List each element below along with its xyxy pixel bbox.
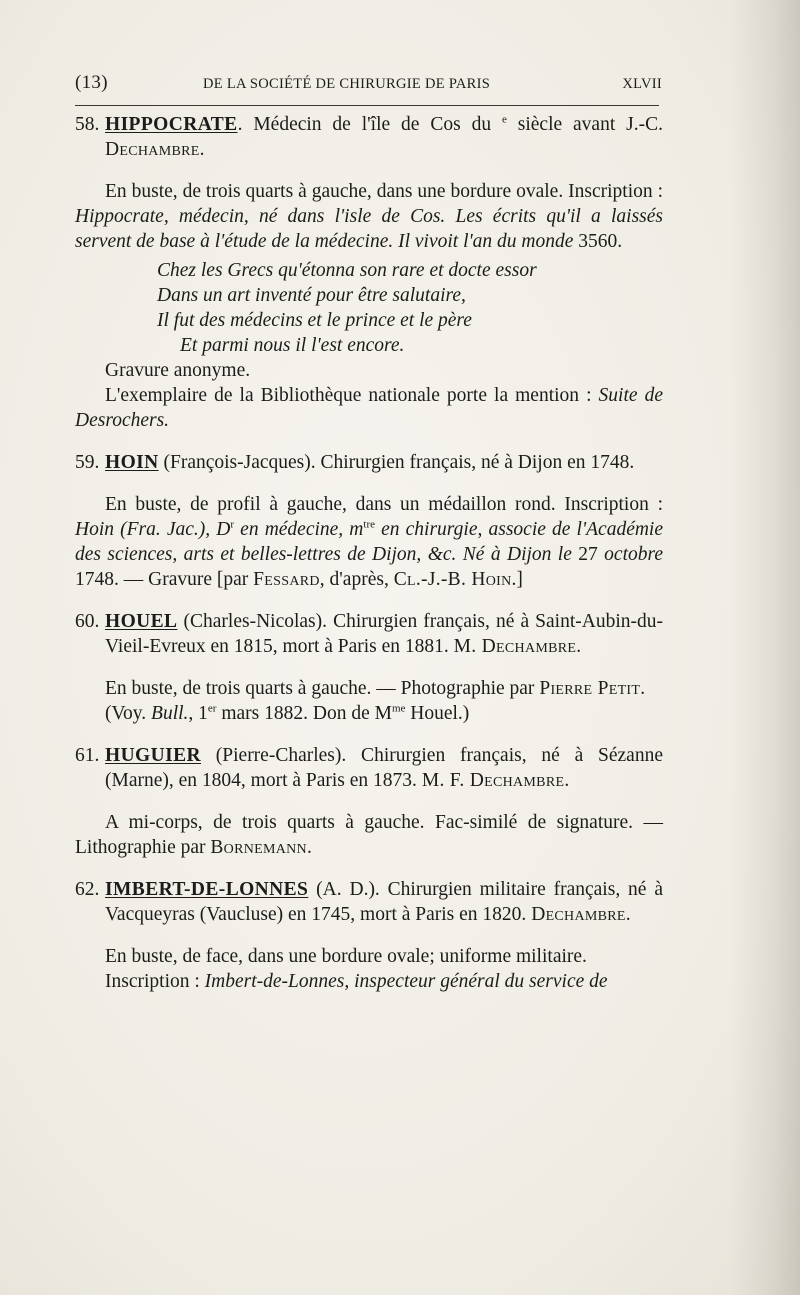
entry-58-heading: 58. HIPPOCRATE. Médecin de l'île de Cos du $^e$ siècle avant J.-C. Dechambre.: [75, 113, 663, 160]
entry-61-name: HUGUIER: [105, 745, 201, 766]
entry-59-name: HOIN: [105, 452, 159, 473]
running-header: [75, 70, 662, 100]
verse-line: Et parmi nous il l'est encore.: [180, 335, 405, 356]
page-edge-shadow: [730, 0, 800, 1295]
entry-58-description: En buste, de trois quarts à gauche, dans une bordure ovale. Inscription : Hippocrate, médecin, né dans l'isle de Cos. Les écrits qu'il a laissés servent de base à l'étude de la médecine. Il vivoit l'an du monde 3560.: [75, 181, 663, 252]
entry-60-note: (Voy. Bull., 1er mars 1882. Don de $M^{me}$ Houel.): [105, 702, 470, 724]
donor-name: Dechambre: [105, 139, 200, 160]
verse-line: Dans un art inventé pour être salutaire,: [157, 285, 466, 306]
entry-61-description: A mi-corps, de trois quarts à gauche. Fac-similé de signature. — Lithographie par Bornemann.: [75, 812, 663, 858]
donor-name: M. F. Dechambre: [421, 770, 565, 791]
page-number: (13): [75, 72, 108, 93]
donor-name: M. Dechambre: [453, 636, 577, 657]
entry-61-heading: 61. HUGUIER (Pierre-Charles). Chirurgien français, né à Sézanne (Marne), en 1804, mort à Paris en 1873. M. F. Dechambre.: [75, 745, 663, 791]
entry-59-description: En buste, de profil à gauche, dans un médaillon rond. Inscription : Hoin (Fra. Jac.), $D^r$ en médecine, $m^{tre}$ en chirurgie, associe de l'Académie des sciences, arts et belles-lettres de Dijon, &c. Né à Dijon le 27 octobre 1748. — Gravure [par Fessard, d'après, Cl.-J.-B. Hoin.]: [75, 494, 664, 590]
entry-58-name: HIPPOCRATE: [105, 114, 238, 135]
entry-58-note: Gravure anonyme.: [105, 360, 251, 381]
roman-page-number: XLVII: [622, 76, 662, 92]
entry-58-verse: [75, 258, 663, 358]
catalogue-content: [75, 112, 663, 994]
verse-line: Chez les Grecs qu'étonna son rare et docte essor: [157, 260, 537, 281]
entry-62-name: IMBERT-DE-LONNES: [105, 879, 309, 900]
entry-62-description: En buste, de face, dans une bordure ovale; uniforme militaire.: [105, 946, 587, 967]
running-title: DE LA SOCIÉTÉ DE CHIRURGIE DE PARIS: [203, 76, 491, 92]
header-rule: [75, 105, 659, 106]
entry-60-description: En buste, de trois quarts à gauche. — Photographie par Pierre Petit.: [105, 678, 646, 699]
entry-60-name: HOUEL: [105, 611, 178, 632]
entry-58-note: L'exemplaire de la Bibliothèque nationale porte la mention : Suite de Desrochers.: [75, 385, 663, 431]
verse-line: Il fut des médecins et le prince et le père: [157, 310, 472, 331]
entry-62-heading: 62. IMBERT-DE-LONNES (A. D.). Chirurgien militaire français, né à Vacqueyras (Vaucluse) en 1745, mort à Paris en 1820. Dechambre.: [75, 879, 663, 925]
entry-59-heading: 59. HOIN (François-Jacques). Chirurgien français, né à Dijon en 1748.: [75, 452, 635, 473]
donor-name: Dechambre: [531, 904, 626, 925]
entry-60-heading: 60. HOUEL (Charles-Nicolas). Chirurgien français, né à Saint-Aubin-du-Vieil-Evreux en 1815, mort à Paris en 1881. M. Dechambre.: [75, 611, 663, 657]
entry-62-note: Inscription : Imbert-de-Lonnes, inspecteur général du service de: [105, 971, 608, 992]
